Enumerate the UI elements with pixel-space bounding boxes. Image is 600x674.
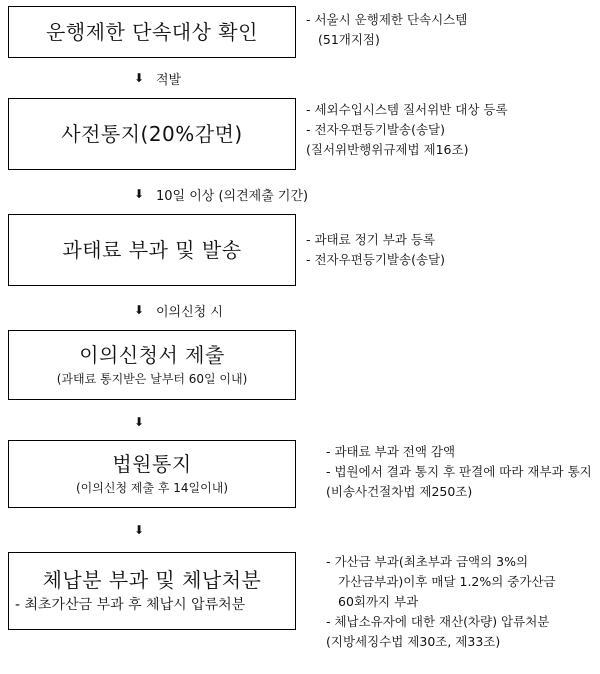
note-line: 가산금부과)이후 매달 1.2%의 중가산금	[338, 574, 556, 589]
note-line: - 전자우편등기발송(송달)	[306, 122, 445, 137]
step-notes	[306, 230, 445, 270]
flow-arrow	[132, 522, 156, 538]
arrow-down-icon: ⬇	[133, 415, 145, 429]
arrow-down-icon: ⬇	[133, 303, 145, 317]
step-box-prior-notice	[8, 98, 296, 170]
note-line: - 세외수입시스템 질서위반 대상 등록	[306, 102, 508, 117]
step-notes	[306, 100, 508, 160]
note-line: - 가산금 부과(최초부과 금액의 3%의	[326, 554, 529, 569]
step-title: 운행제한 단속대상 확인	[46, 20, 258, 44]
step-box-objection	[8, 330, 296, 400]
step-subtitle: (이의신청 제출 후 14일이내)	[76, 481, 228, 495]
note-line: - 법원에서 결과 통지 후 판결에 따라 재부과 통지	[326, 464, 592, 479]
arrow-label: 10일 이상 (의견제출 기간)	[156, 188, 309, 204]
note-line: (지방세징수법 제30조, 제33조)	[326, 634, 501, 649]
note-line: 60회까지 부과	[338, 594, 419, 609]
note-line: - 과태료 정기 부과 등록	[306, 232, 436, 247]
arrow-label: 적발	[156, 72, 182, 88]
flow-arrow	[132, 302, 223, 318]
note-line: - 전자우편등기발송(송달)	[306, 252, 445, 267]
note-line: - 체납소유자에 대한 재산(차량) 압류처분	[326, 614, 550, 629]
flow-arrow	[132, 414, 156, 430]
note-line: - 서울시 운행제한 단속시스템	[306, 12, 468, 27]
step-title: 이의신청서 제출	[79, 343, 225, 367]
step-notes	[326, 552, 556, 652]
flow-arrow	[132, 186, 308, 202]
step-title: 체납분 부과 및 체납처분	[42, 568, 262, 592]
note-line: (51개지점)	[318, 32, 380, 47]
step-notes	[306, 10, 467, 50]
step-box-detection	[8, 6, 296, 58]
arrow-down-icon: ⬇	[133, 523, 145, 537]
note-line: - 과태료 부과 전액 감액	[326, 444, 456, 459]
step-notes	[326, 442, 592, 502]
note-line: (비송사건절차법 제250조)	[326, 484, 473, 499]
step-box-court-notice	[8, 440, 296, 508]
note-line: (질서위반행위규제법 제16조)	[306, 142, 469, 157]
flow-arrow	[132, 70, 181, 86]
step-subtitle: (과태료 통지받은 날부터 60일 이내)	[56, 372, 248, 386]
step-box-fine-imposition	[8, 214, 296, 286]
step-title: 과태료 부과 및 발송	[62, 238, 242, 262]
step-title: 법원통지	[112, 452, 192, 476]
step-subtitle: - 최초가산금 부과 후 체납시 압류처분	[15, 597, 246, 613]
arrow-label: 이의신청 시	[156, 304, 223, 320]
arrow-down-icon: ⬇	[133, 71, 145, 85]
step-box-delinquency	[8, 552, 296, 630]
step-title: 사전통지(20%감면)	[61, 122, 243, 146]
arrow-down-icon: ⬇	[133, 187, 145, 201]
